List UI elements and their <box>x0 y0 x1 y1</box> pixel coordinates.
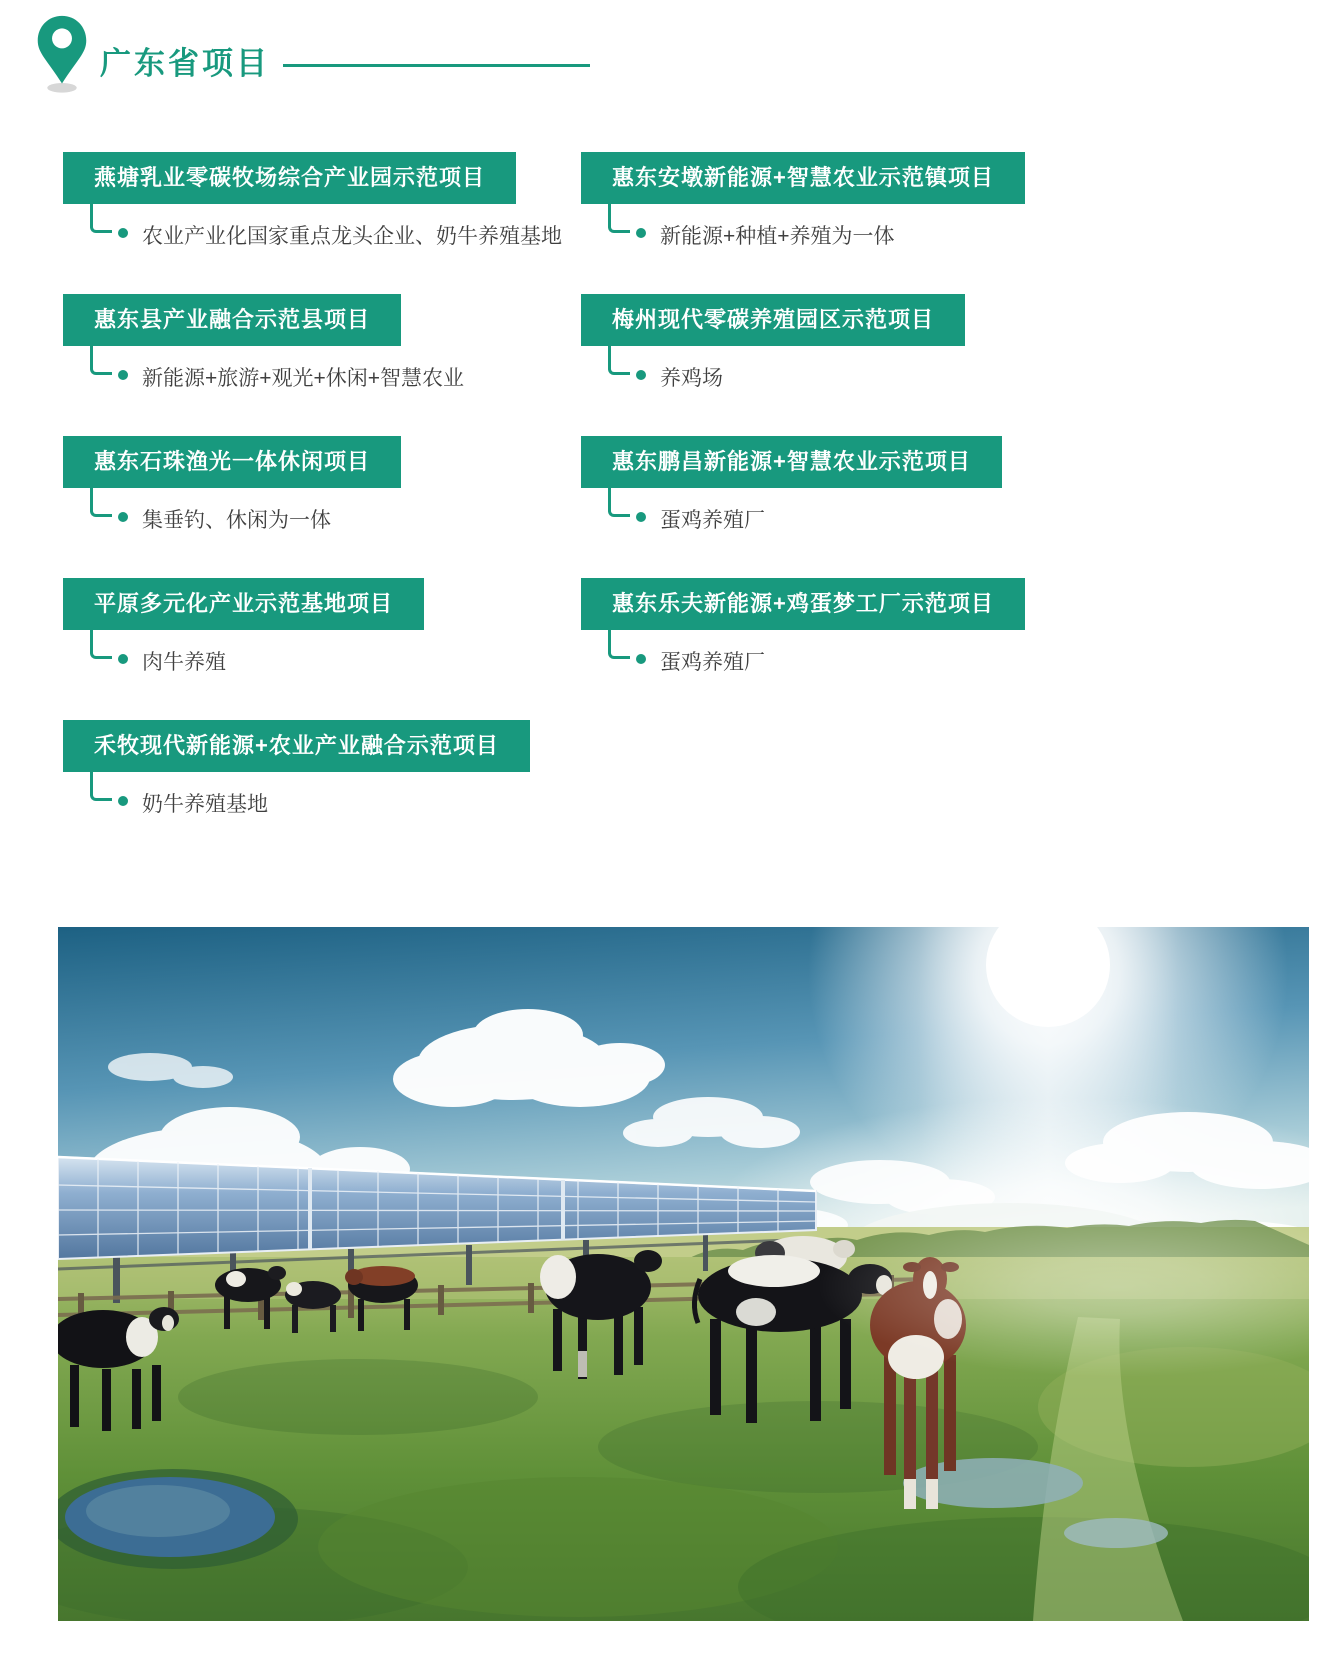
project-detail <box>608 630 1336 682</box>
projects-grid <box>0 152 1336 862</box>
section-header <box>0 0 1336 152</box>
project-banner <box>63 294 401 346</box>
project-desc: 蛋鸡养殖厂 <box>660 509 765 532</box>
project-detail <box>90 630 581 682</box>
project-item <box>63 578 581 682</box>
project-name: 惠东石珠渔光一体休闲项目 <box>94 449 371 474</box>
bullet-dot-icon <box>636 654 646 664</box>
project-banner <box>581 152 1025 204</box>
project-desc: 集垂钓、休闲为一体 <box>142 509 331 532</box>
project-desc: 蛋鸡养殖厂 <box>660 651 765 674</box>
connector-line-icon <box>608 628 630 659</box>
project-detail <box>608 204 1336 256</box>
page-title: 广东省项目 <box>100 46 270 81</box>
bullet-dot-icon <box>118 228 128 238</box>
bullet-dot-icon <box>118 654 128 664</box>
connector-line-icon <box>90 344 112 375</box>
project-name: 惠东鹏昌新能源+智慧农业示范项目 <box>612 449 971 474</box>
bullet-dot-icon <box>118 370 128 380</box>
project-name: 禾牧现代新能源+农业产业融合示范项目 <box>94 733 499 758</box>
project-banner <box>63 152 516 204</box>
pasture-photo <box>58 927 1309 1621</box>
connector-line-icon <box>90 628 112 659</box>
project-item <box>581 152 1336 256</box>
connector-line-icon <box>90 202 112 233</box>
project-name: 惠东乐夫新能源+鸡蛋梦工厂示范项目 <box>612 591 994 616</box>
connector-line-icon <box>608 344 630 375</box>
project-detail <box>90 346 581 398</box>
project-banner <box>63 720 530 772</box>
project-name: 燕塘乳业零碳牧场综合产业园示范项目 <box>94 165 486 190</box>
project-item <box>63 720 581 824</box>
project-name: 梅州现代零碳养殖园区示范项目 <box>612 307 935 332</box>
pasture-photo-graphic <box>58 927 1309 1621</box>
project-item <box>63 436 581 540</box>
bullet-dot-icon <box>118 796 128 806</box>
connector-line-icon <box>608 486 630 517</box>
project-banner <box>63 436 401 488</box>
connector-line-icon <box>90 770 112 801</box>
project-item <box>63 152 581 256</box>
project-name: 惠东县产业融合示范县项目 <box>94 307 371 332</box>
project-banner <box>581 436 1002 488</box>
project-item <box>581 294 1336 398</box>
project-item <box>581 436 1336 540</box>
project-name: 惠东安墩新能源+智慧农业示范镇项目 <box>612 165 994 190</box>
project-item <box>63 294 581 398</box>
project-detail <box>608 346 1336 398</box>
project-banner <box>63 578 424 630</box>
project-detail <box>90 772 581 824</box>
projects-column-right <box>581 152 1336 862</box>
project-detail <box>90 488 581 540</box>
project-desc: 新能源+旅游+观光+休闲+智慧农业 <box>142 367 465 390</box>
connector-line-icon <box>608 202 630 233</box>
bullet-dot-icon <box>636 512 646 522</box>
projects-column-left <box>63 152 581 862</box>
project-detail <box>608 488 1336 540</box>
project-detail <box>90 204 581 256</box>
project-banner <box>581 578 1025 630</box>
project-desc: 奶牛养殖基地 <box>142 793 268 816</box>
connector-line-icon <box>90 486 112 517</box>
project-desc: 农业产业化国家重点龙头企业、奶牛养殖基地 <box>142 225 562 248</box>
project-banner <box>581 294 965 346</box>
location-pin-icon <box>36 14 88 94</box>
project-item <box>581 578 1336 682</box>
bullet-dot-icon <box>636 228 646 238</box>
title-underline <box>283 64 590 67</box>
project-desc: 肉牛养殖 <box>142 651 226 674</box>
project-desc: 养鸡场 <box>660 367 723 390</box>
bullet-dot-icon <box>118 512 128 522</box>
project-desc: 新能源+种植+养殖为一体 <box>660 225 895 248</box>
project-name: 平原多元化产业示范基地项目 <box>94 591 394 616</box>
bullet-dot-icon <box>636 370 646 380</box>
